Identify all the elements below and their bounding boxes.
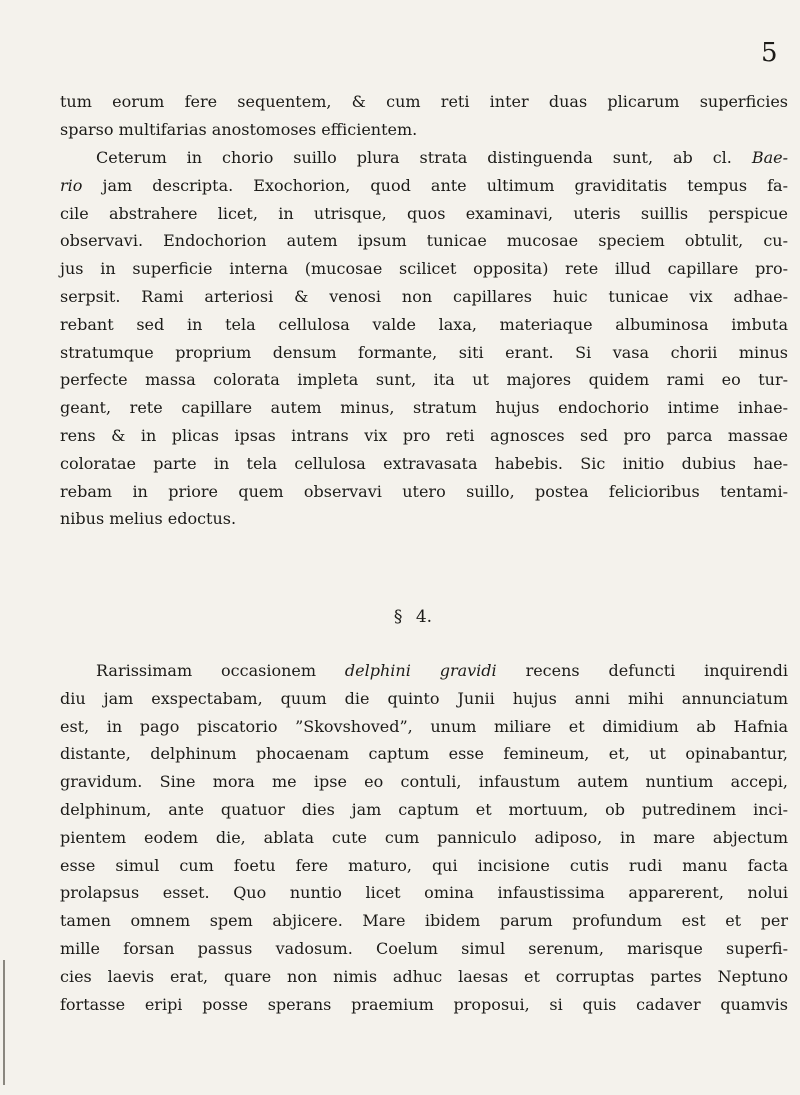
text-line: geant, rete capillare autem minus, stratum hujus endochorio intime inhae- bbox=[60, 398, 788, 418]
text-line: cies laevis erat, quare non nimis adhuc laesas et corruptas partes Neptuno bbox=[60, 966, 788, 986]
text-line: cile abstrahere licet, in utrisque, quos examinavi, uteris suillis perspicue bbox=[60, 203, 788, 223]
text-line: est, in pago piscatorio ”Skovshoved”, unum miliare et dimidium ab Hafnia bbox=[60, 716, 788, 736]
text-segment: Ceterum in chorio suillo plura strata distinguenda sunt, ab cl. bbox=[96, 148, 732, 167]
text-line: tamen omnem spem abjicere. Mare ibidem parum profundum est et per bbox=[60, 911, 788, 931]
text-line: serpsit. Rami arteriosi & venosi non capillares huic tunicae vix adhae- bbox=[60, 286, 788, 306]
text-line: diu jam exspectabam, quum die quinto Junii hujus anni mihi annunciatum bbox=[60, 688, 788, 708]
page-number: 5 bbox=[761, 38, 778, 68]
text-line: coloratae parte in tela cellulosa extravasata habebis. Sic initio dubius hae- bbox=[60, 453, 788, 473]
text-line: stratumque proprium densum formante, siti erant. Si vasa chorii minus bbox=[60, 342, 788, 362]
text-line: pientem eodem die, ablata cute cum panniculo adiposo, in mare abjectum bbox=[60, 827, 788, 847]
text-line: fortasse eripi posse sperans praemium proposui, si quis cadaver quamvis bbox=[60, 994, 788, 1014]
text-line bbox=[60, 172, 788, 200]
scan-edge-shadow bbox=[3, 960, 5, 1085]
section-symbol: § bbox=[393, 607, 403, 627]
text-line: rebam in priore quem observavi utero suillo, postea felicioribus tentami- bbox=[60, 481, 788, 501]
author-name: rio bbox=[60, 175, 83, 195]
text-line: sparso multifarias anostomoses efficientem. bbox=[60, 119, 418, 139]
paragraph-continued bbox=[60, 88, 788, 144]
text-segment: Rarissimam occasionem bbox=[96, 661, 317, 680]
paragraph-chorion bbox=[60, 144, 788, 533]
text-line: prolapsus esset. Quo nuntio licet omina infaustissima apparerent, nolui bbox=[60, 883, 788, 903]
text-line: delphinum, ante quatuor dies jam captum et mortuum, ob putredinem inci- bbox=[60, 799, 788, 819]
text-line: rens & in plicas ipsas intrans vix pro reti agnosces sed pro parca massae bbox=[60, 425, 788, 445]
species-name: delphini gravidi bbox=[344, 661, 497, 680]
author-name: Bae- bbox=[751, 148, 788, 167]
text-line: observavi. Endochorion autem ipsum tunicae mucosae speciem obtulit, cu- bbox=[60, 231, 788, 251]
text-line: gravidum. Sine mora me ipse eo contuli, infaustum autem nuntium accepi, bbox=[60, 772, 788, 792]
paragraph-delphin bbox=[60, 657, 788, 1018]
text-line: rebant sed in tela cellulosa valde laxa, materiaque albuminosa imbuta bbox=[60, 314, 788, 334]
section-heading bbox=[0, 603, 800, 631]
text-segment: jam descripta. Exochorion, quod ante ultimum graviditatis tempus fa- bbox=[102, 175, 788, 195]
text-line bbox=[60, 657, 788, 685]
text-line: distante, delphinum phocaenam captum esse femineum, et, ut opinabantur, bbox=[60, 744, 788, 764]
text-segment: recens defuncti inquirendi bbox=[525, 661, 789, 680]
section-number: 4. bbox=[415, 607, 433, 627]
text-line: esse simul cum foetu fere maturo, qui incisione cutis rudi manu facta bbox=[60, 855, 788, 875]
text-line: tum eorum fere sequentem, & cum reti inter duas plicarum superficies bbox=[60, 92, 788, 111]
text-line: mille forsan passus vadosum. Coelum simul serenum, marisque superfi- bbox=[60, 938, 788, 958]
text-line: jus in superficie interna (mucosae scilicet opposita) rete illud capillare pro- bbox=[60, 259, 788, 279]
text-line: nibus melius edoctus. bbox=[60, 509, 237, 529]
text-line bbox=[60, 144, 788, 172]
text-line: perfecte massa colorata impleta sunt, ita ut majores quidem rami eo tur- bbox=[60, 370, 788, 390]
